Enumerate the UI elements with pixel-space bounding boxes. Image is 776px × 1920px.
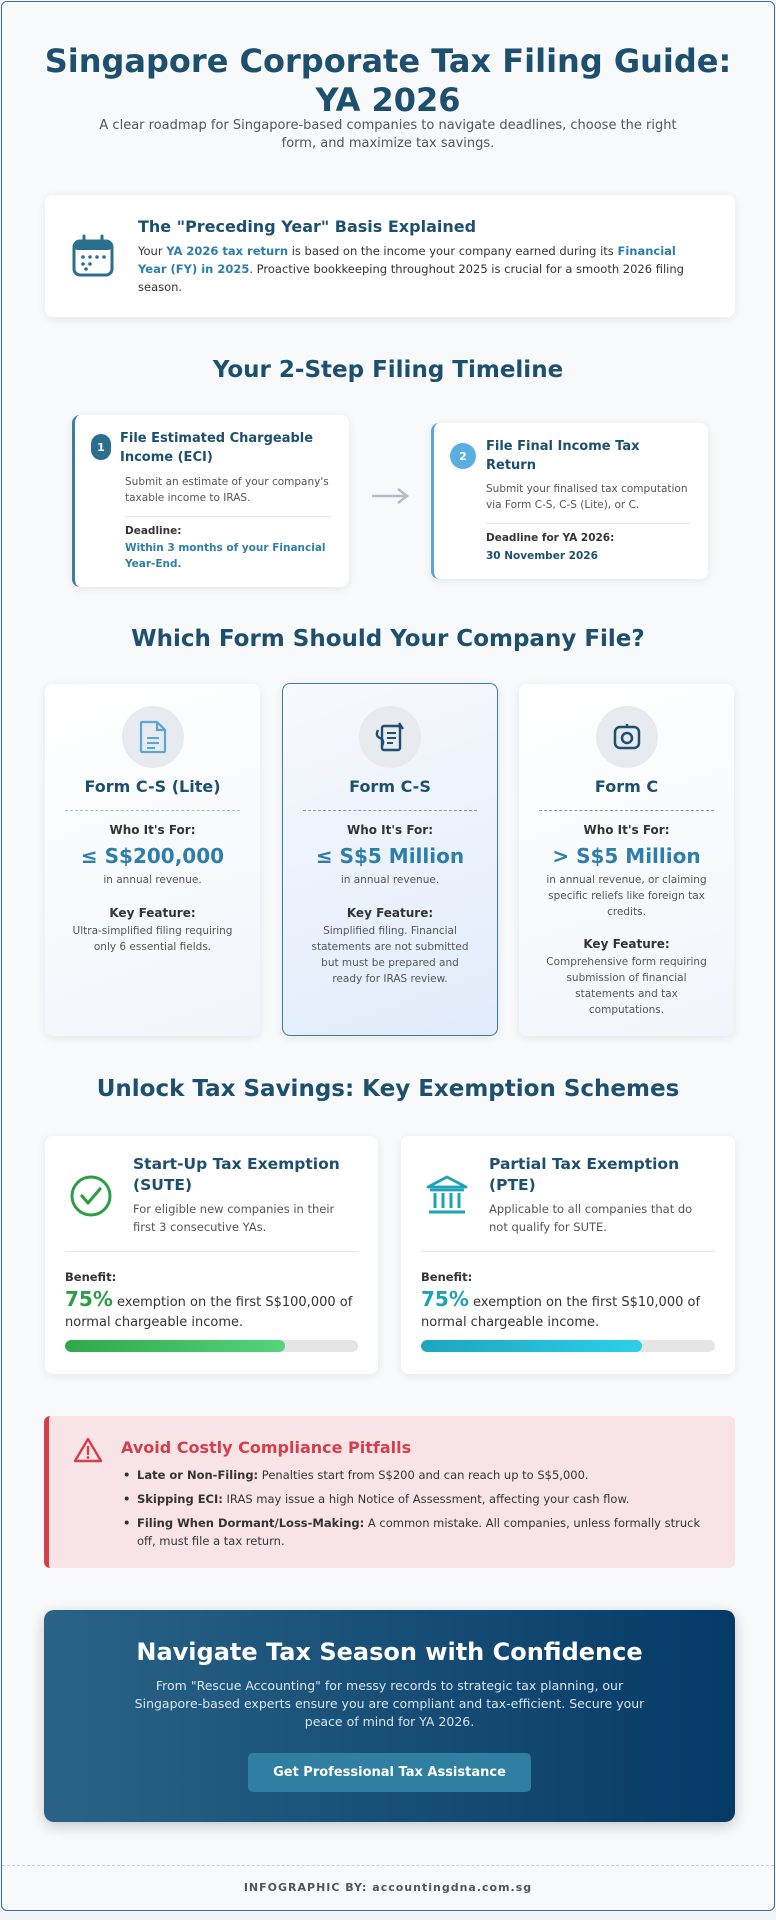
form-name: Form C	[594, 777, 659, 796]
threshold-unit: in annual revenue.	[340, 874, 440, 886]
threshold-unit: in annual revenue, or claiming specific reliefs like foreign tax credits.	[546, 874, 707, 918]
exemption-title: Partial Tax Exemption (PTE)	[489, 1155, 680, 1194]
benefit-label: Benefit:	[421, 1270, 473, 1284]
divider	[65, 810, 240, 811]
exemption-title: Start-Up Tax Exemption (SUTE)	[133, 1155, 340, 1194]
who-label: Who It's For:	[583, 823, 670, 837]
cta-text: From "Rescue Accounting" for messy records to strategic tax planning, our Singapore-based experts ensure you are compliant and tax-efficient. Secure your peace of mind for YA 2026.	[134, 1678, 645, 1729]
threshold-unit: in annual revenue.	[103, 874, 202, 886]
revenue-threshold: > S$5 Million	[552, 844, 701, 868]
form-name: Form C-S (Lite)	[84, 777, 221, 796]
benefit-progress-track	[421, 1340, 715, 1352]
exemption-description: Applicable to all companies that do not qualify for SUTE.	[489, 1202, 693, 1234]
benefit-text: 75% exemption on the first S$10,000 of normal chargeable income.	[421, 1287, 701, 1330]
icon-circle	[596, 706, 658, 768]
get-tax-assistance-button[interactable]: Get Professional Tax Assistance	[248, 1753, 531, 1792]
bank-icon	[425, 1174, 469, 1218]
basis-title: The "Preceding Year" Basis Explained	[138, 217, 477, 236]
timeline-title: Your 2-Step Filing Timeline	[212, 357, 564, 383]
benefit-progress-track	[65, 1340, 358, 1352]
timeline-step-2	[431, 423, 708, 579]
list-item: • Filing When Dormant/Loss-Making: A common mistake. All companies, unless formally struck off, must file a tax return.	[121, 1514, 709, 1550]
deadline-value: 30 November 2026	[486, 550, 598, 562]
check-circle-icon	[69, 1174, 113, 1218]
timeline-step-1	[72, 415, 349, 587]
tax-form-icon	[373, 720, 407, 754]
divider	[421, 1251, 715, 1252]
benefit-progress-fill	[421, 1340, 642, 1352]
basis-text: Your YA 2026 tax return is based on the income your company earned during its Financial Year (FY) in 2025. Proactive bookkeeping throughout 2025 is crucial for a smooth 2026 filing season.	[138, 244, 684, 294]
key-feature-label: Key Feature:	[109, 906, 196, 920]
compliance-pitfalls-box	[44, 1416, 735, 1568]
step-description: Submit an estimate of your company's taxable income to IRAS.	[125, 476, 329, 504]
benefit-label: Benefit:	[65, 1270, 117, 1284]
benefit-progress-fill	[65, 1340, 285, 1352]
form-card-cs	[282, 683, 498, 1036]
list-item: • Skipping ECI: IRAS may issue a high Notice of Assessment, affecting your cash flow.	[121, 1490, 709, 1508]
warning-icon	[73, 1436, 103, 1464]
exemption-description: For eligible new companies in their first 3 consecutive YAs.	[133, 1202, 335, 1234]
form-card-cs-lite	[45, 684, 260, 1036]
exemption-card-sute	[45, 1136, 378, 1374]
cta-title: Navigate Tax Season with Confidence	[136, 1638, 643, 1666]
deadline-label: Deadline:	[125, 525, 182, 537]
exemption-card-pte	[401, 1136, 735, 1374]
benefit-percent: 75%	[65, 1287, 113, 1311]
footer-divider	[2, 1865, 774, 1866]
calendar-icon	[70, 233, 116, 279]
exemptions-title: Unlock Tax Savings: Key Exemption Schemes	[96, 1076, 680, 1102]
divider	[303, 810, 477, 811]
deadline-label: Deadline for YA 2026:	[486, 532, 615, 544]
divider	[539, 810, 714, 811]
page-subtitle: A clear roadmap for Singapore-based companies to navigate deadlines, choose the right form, and maximize tax savings.	[99, 118, 677, 151]
list-item: • Late or Non-Filing: Penalties start from S$200 and can reach up to S$5,000.	[121, 1466, 709, 1484]
divider	[125, 516, 331, 517]
divider	[65, 1251, 358, 1252]
key-feature-text: Simplified filing. Financial statements are not submitted but must be prepared and ready for IRAS review.	[311, 925, 469, 985]
step-description: Submit your finalised tax computation via Form C-S, C-S (Lite), or C.	[486, 483, 688, 511]
who-label: Who It's For:	[109, 823, 196, 837]
key-feature-text: Comprehensive form requiring submission of financial statements and tax computations.	[546, 956, 707, 1016]
step-number-badge: 1	[91, 434, 111, 460]
arrow-right-icon	[370, 486, 410, 506]
key-feature-text: Ultra-simplified filing requiring only 6 essential fields.	[72, 925, 233, 953]
key-feature-label: Key Feature:	[583, 937, 670, 951]
form-card-c	[519, 684, 734, 1036]
benefit-percent: 75%	[421, 1287, 469, 1311]
cta-banner	[44, 1610, 735, 1822]
divider	[486, 523, 690, 524]
step-title: File Final Income Tax Return	[486, 439, 640, 473]
benefit-text: 75% exemption on the first S$100,000 of normal chargeable income.	[65, 1287, 353, 1330]
form-name: Form C-S	[349, 777, 431, 796]
pitfalls-list	[121, 1466, 709, 1556]
icon-circle	[359, 706, 421, 768]
key-feature-label: Key Feature:	[346, 906, 434, 920]
forms-title: Which Form Should Your Company File?	[131, 626, 645, 652]
pitfalls-title: Avoid Costly Compliance Pitfalls	[121, 1438, 412, 1457]
footer-credit: INFOGRAPHIC BY: accountingdna.com.sg	[243, 1881, 533, 1894]
revenue-threshold: ≤ S$5 Million	[315, 844, 465, 868]
document-icon	[138, 720, 168, 754]
safe-icon	[611, 721, 643, 753]
who-label: Who It's For:	[346, 823, 434, 837]
icon-circle	[122, 706, 184, 768]
revenue-threshold: ≤ S$200,000	[80, 844, 225, 868]
deadline-value: Within 3 months of your Financial Year-End.	[125, 542, 326, 570]
step-title: File Estimated Chargeable Income (ECI)	[120, 431, 314, 465]
page-title: Singapore Corporate Tax Filing Guide: YA 2026	[44, 42, 732, 119]
step-number-badge: 2	[450, 443, 476, 469]
infographic-page	[1, 1, 775, 1911]
preceding-year-basis-card	[45, 195, 735, 317]
